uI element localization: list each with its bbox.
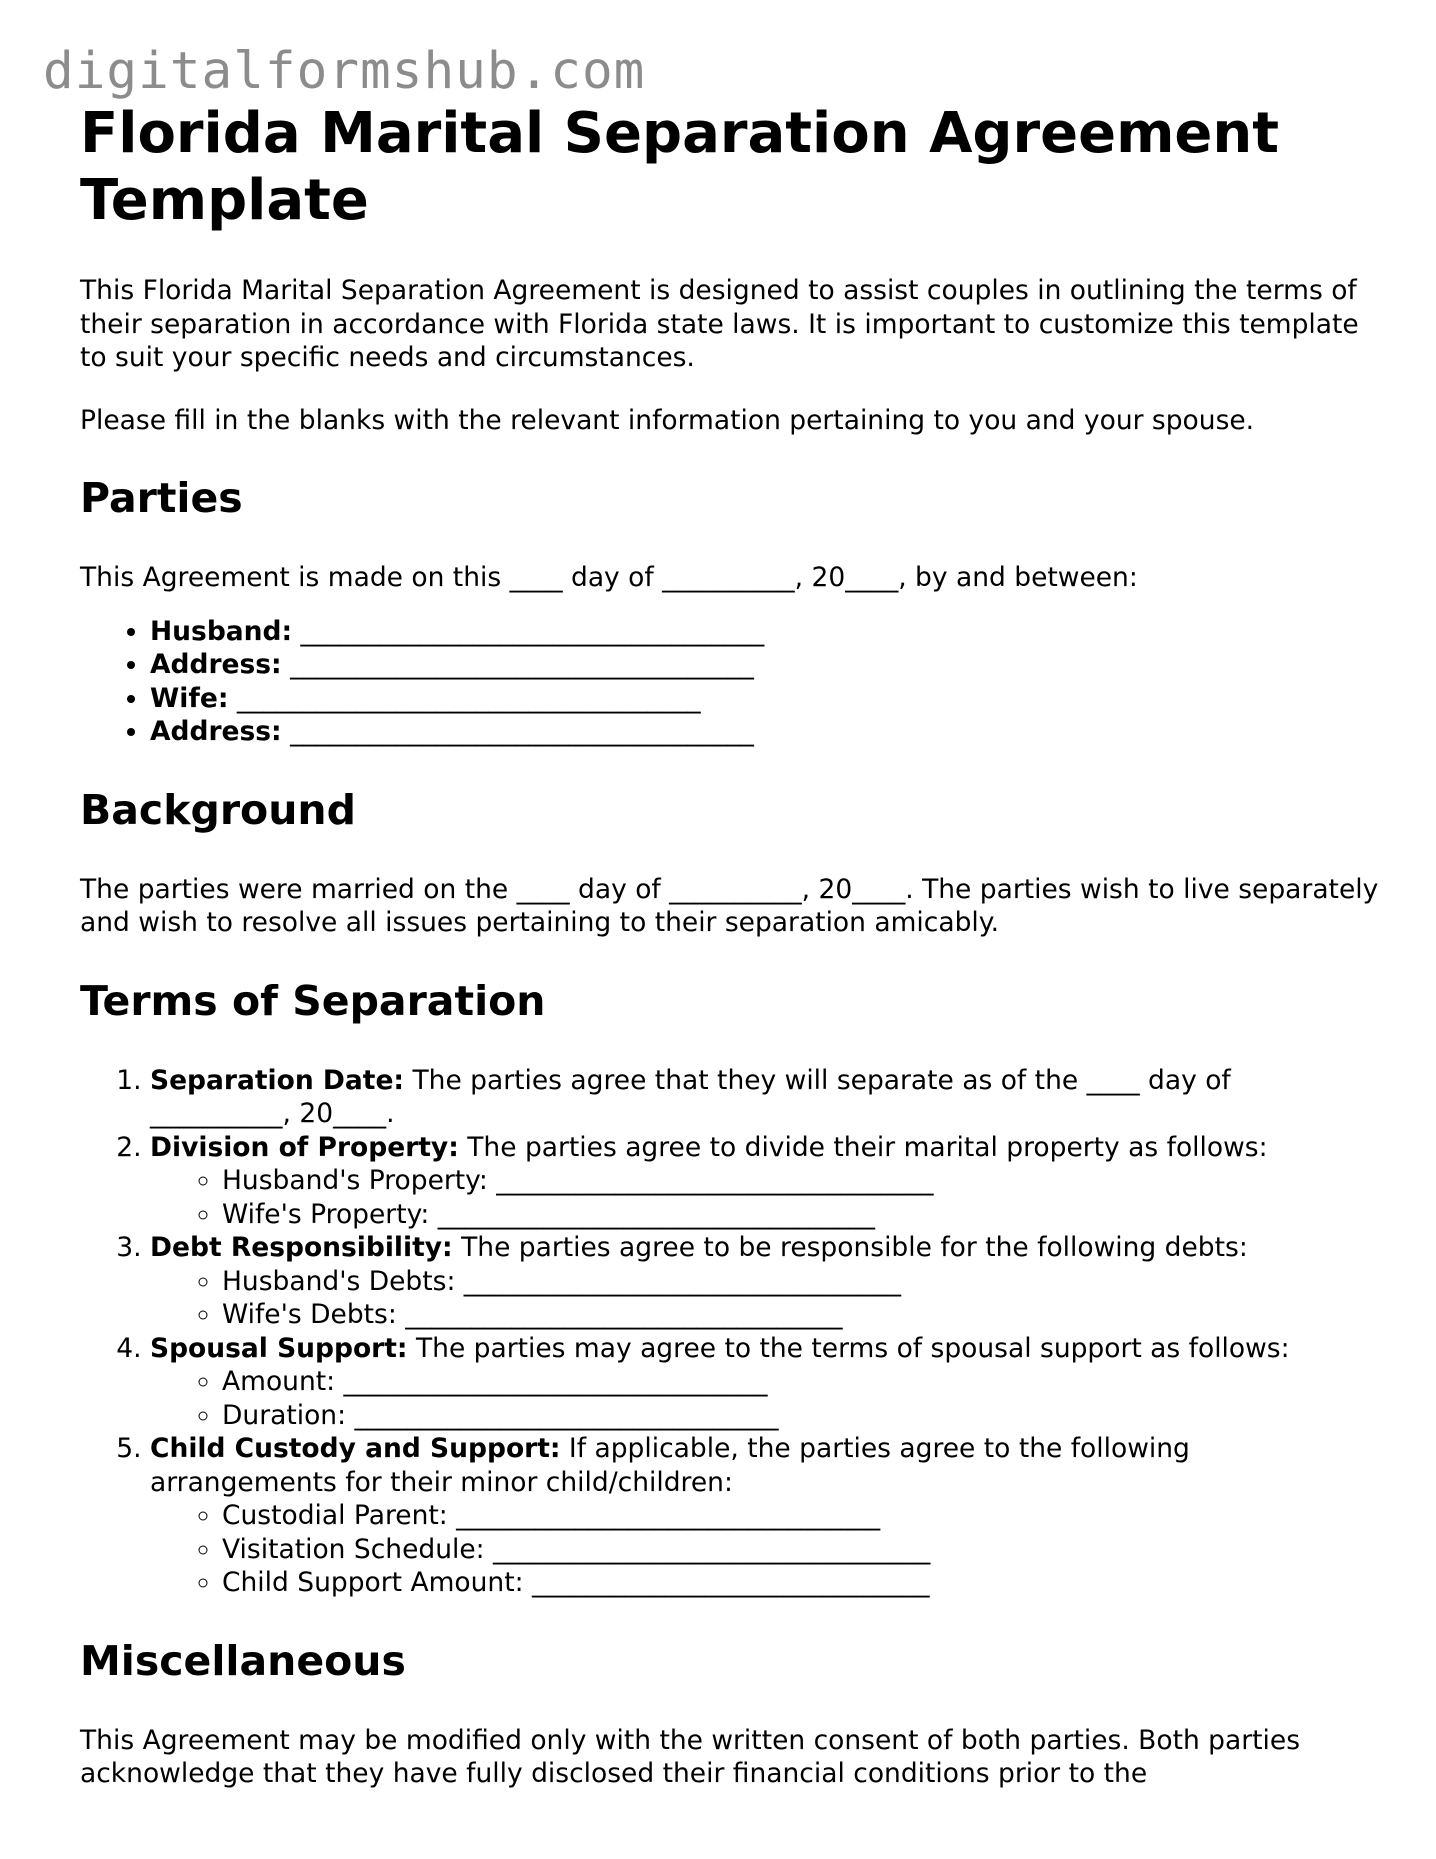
parties-heading: Parties bbox=[80, 474, 243, 522]
term-subitem: ◦ Child Support Amount: ______________________________ bbox=[222, 1566, 1380, 1600]
term-item bbox=[150, 1131, 1380, 1232]
terms-list bbox=[80, 1064, 1380, 1600]
misc-text: This Agreement may be modified only with the written consent of both parties. Both parties acknowledge that they have fully disclosed their financial conditions prior to the bbox=[80, 1724, 1300, 1789]
term-subitem: ◦ Husband's Debts: _________________________________ bbox=[222, 1265, 1380, 1299]
term-subitem: ◦ Duration: ________________________________ bbox=[222, 1399, 1380, 1433]
misc-heading: Miscellaneous bbox=[80, 1636, 406, 1685]
party-blank: ___________________________________ bbox=[300, 615, 765, 647]
term-item bbox=[150, 1432, 1380, 1600]
term-subitem: ◦ Wife's Property: _________________________________ bbox=[222, 1198, 1380, 1232]
term-sublist bbox=[150, 1164, 1380, 1231]
term-label: Debt Responsibility: bbox=[150, 1232, 453, 1263]
background-heading: Background bbox=[80, 785, 356, 834]
term-item bbox=[150, 1064, 1380, 1131]
term-text: The parties agree to divide their marital property as follows: bbox=[458, 1131, 1268, 1163]
term-text: If applicable, the parties agree to the following arrangements for their minor child/children: bbox=[150, 1433, 1190, 1498]
term-label: Child Custody and Support: bbox=[150, 1433, 561, 1464]
term-subitem: ◦ Amount: ________________________________ bbox=[222, 1365, 1380, 1399]
term-sublist bbox=[150, 1499, 1380, 1600]
term-sublist bbox=[150, 1365, 1380, 1432]
parties-statement: This Agreement is made on this ____ day of __________, 20____, by and between: bbox=[80, 562, 1138, 593]
party-blank: ___________________________________ bbox=[290, 716, 754, 747]
term-sublist bbox=[150, 1265, 1380, 1332]
intro-paragraph-1: This Florida Marital Separation Agreement is designed to assist couples in outlining the terms of their separation in accordance with Florida state laws. It is important to customize this template to suit your specific needs and circumstances. bbox=[80, 275, 1359, 373]
document-body bbox=[80, 100, 1380, 1820]
term-subitem: ◦ Custodial Parent: ________________________________ bbox=[222, 1499, 1380, 1533]
term-subitem: ◦ Wife's Debts: _________________________________ bbox=[222, 1298, 1380, 1332]
party-item-wife bbox=[150, 682, 1380, 716]
background-text: The parties were married on the ____ day of __________, 20____. The parties wish to live separately and wish to resolve all issues pertaining to their separation amicably. bbox=[80, 873, 1379, 938]
party-item-address bbox=[150, 715, 1380, 749]
term-label: Spousal Support: bbox=[150, 1332, 408, 1364]
term-label: Separation Date: bbox=[150, 1064, 405, 1096]
party-label: Address: bbox=[150, 649, 282, 680]
party-blank: ___________________________________ bbox=[236, 682, 701, 714]
party-item-husband bbox=[150, 615, 1380, 649]
parties-list bbox=[80, 615, 1380, 749]
terms-heading: Terms of Separation bbox=[80, 976, 546, 1025]
term-text: The parties agree that they will separate as of the ____ day of __________, 20____. bbox=[150, 1064, 1231, 1129]
party-item-address bbox=[150, 648, 1380, 682]
term-subitem: ◦ Visitation Schedule: _________________________________ bbox=[222, 1533, 1380, 1567]
intro-paragraph-2: Please fill in the blanks with the relevant information pertaining to you and your spouse. bbox=[80, 404, 1255, 436]
party-label: Address: bbox=[150, 716, 282, 747]
term-item bbox=[150, 1231, 1380, 1332]
term-label: Division of Property: bbox=[150, 1131, 459, 1163]
document-title: Florida Marital Separation Agreement Template bbox=[80, 101, 1280, 233]
term-subitem: ◦ Husband's Property: _________________________________ bbox=[222, 1164, 1380, 1198]
watermark: digitalformshub.com bbox=[43, 42, 646, 101]
term-text: The parties agree to be responsible for the following debts: bbox=[452, 1232, 1248, 1263]
party-label: Wife: bbox=[150, 682, 229, 714]
term-text: The parties may agree to the terms of spousal support as follows: bbox=[407, 1332, 1290, 1364]
party-label: Husband: bbox=[150, 615, 293, 647]
party-blank: ___________________________________ bbox=[290, 649, 754, 680]
term-item bbox=[150, 1332, 1380, 1433]
